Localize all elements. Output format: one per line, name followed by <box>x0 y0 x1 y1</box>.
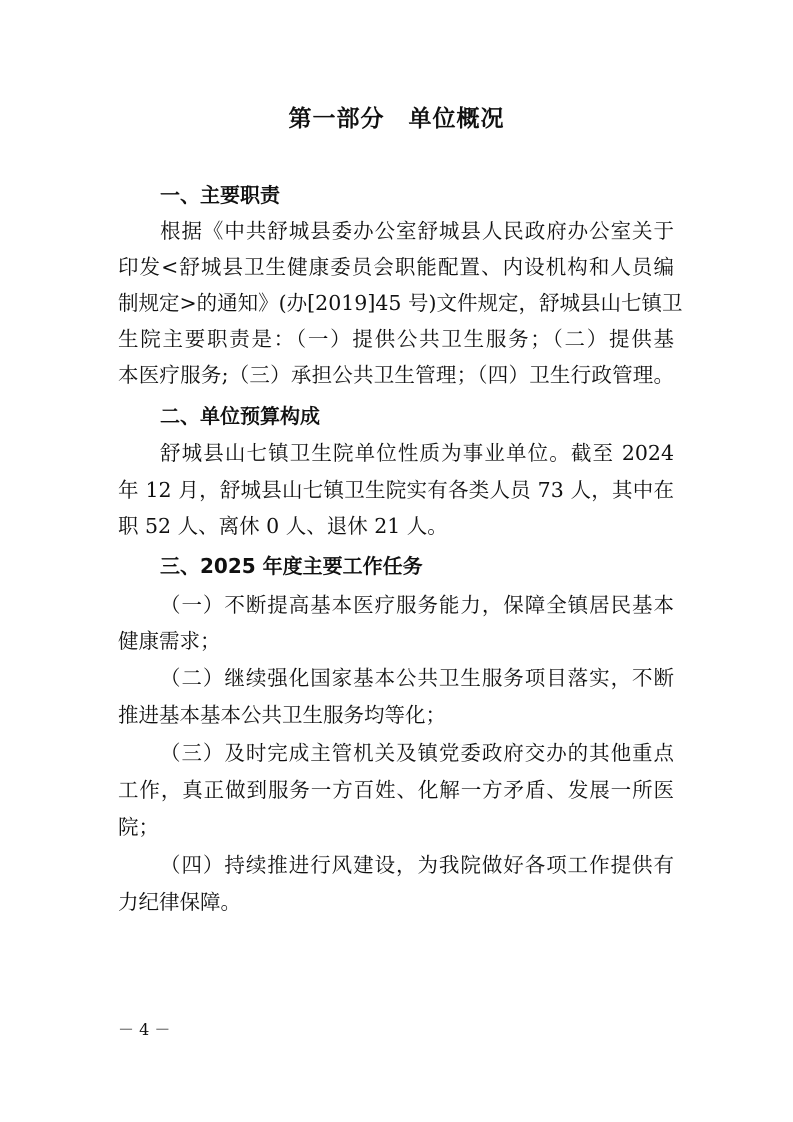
paragraph-line: 印发<舒城县卫生健康委员会职能配置、内设机构和人员编 <box>118 255 674 279</box>
paragraph-line: （四）持续推进行风建设，为我院做好各项工作提供有 <box>160 853 674 877</box>
paragraph-line: 工作，真正做到服务一方百姓、化解一方矛盾、发展一所医 <box>118 778 674 802</box>
paragraph-line: 根据《中共舒城县委办公室舒城县人民政府办公室关于 <box>160 219 674 243</box>
paragraph-line: 推进基本基本公共卫生服务均等化； <box>118 703 446 727</box>
paragraph-line: 健康需求； <box>118 629 221 653</box>
page-number: － 4 － <box>118 1020 171 1039</box>
paragraph-line: （三）及时完成主管机关及镇党委政府交办的其他重点 <box>160 741 674 765</box>
section-heading-main-duties: 一、主要职责 <box>160 183 280 207</box>
paragraph-line: 制规定>的通知》(办[2019]45 号)文件规定，舒城县山七镇卫 <box>118 291 683 315</box>
section-heading-budget-structure: 二、单位预算构成 <box>160 404 320 428</box>
paragraph-line: 生院主要职责是：（一）提供公共卫生服务；（二）提供基 <box>118 327 674 351</box>
paragraph-line: （二）继续强化国家基本公共卫生服务项目落实，不断 <box>160 666 674 690</box>
paragraph-line: 舒城县山七镇卫生院单位性质为事业单位。截至 2024 <box>160 441 674 465</box>
paragraph-line: 年 12 月，舒城县山七镇卫生院实有各类人员 73 人，其中在 <box>118 478 674 502</box>
page-title: 第一部分 单位概况 <box>288 106 505 132</box>
paragraph-line: 本医疗服务;（三）承担公共卫生管理；（四）卫生行政管理。 <box>118 363 674 387</box>
section-heading-work-tasks: 三、2025 年度主要工作任务 <box>160 554 423 578</box>
paragraph-line: 力纪律保障。 <box>118 890 241 914</box>
paragraph-line: （一）不断提高基本医疗服务能力，保障全镇居民基本 <box>160 593 674 617</box>
paragraph-line: 职 52 人、离休 0 人、退休 21 人。 <box>118 514 448 538</box>
paragraph-line: 院； <box>118 815 159 839</box>
